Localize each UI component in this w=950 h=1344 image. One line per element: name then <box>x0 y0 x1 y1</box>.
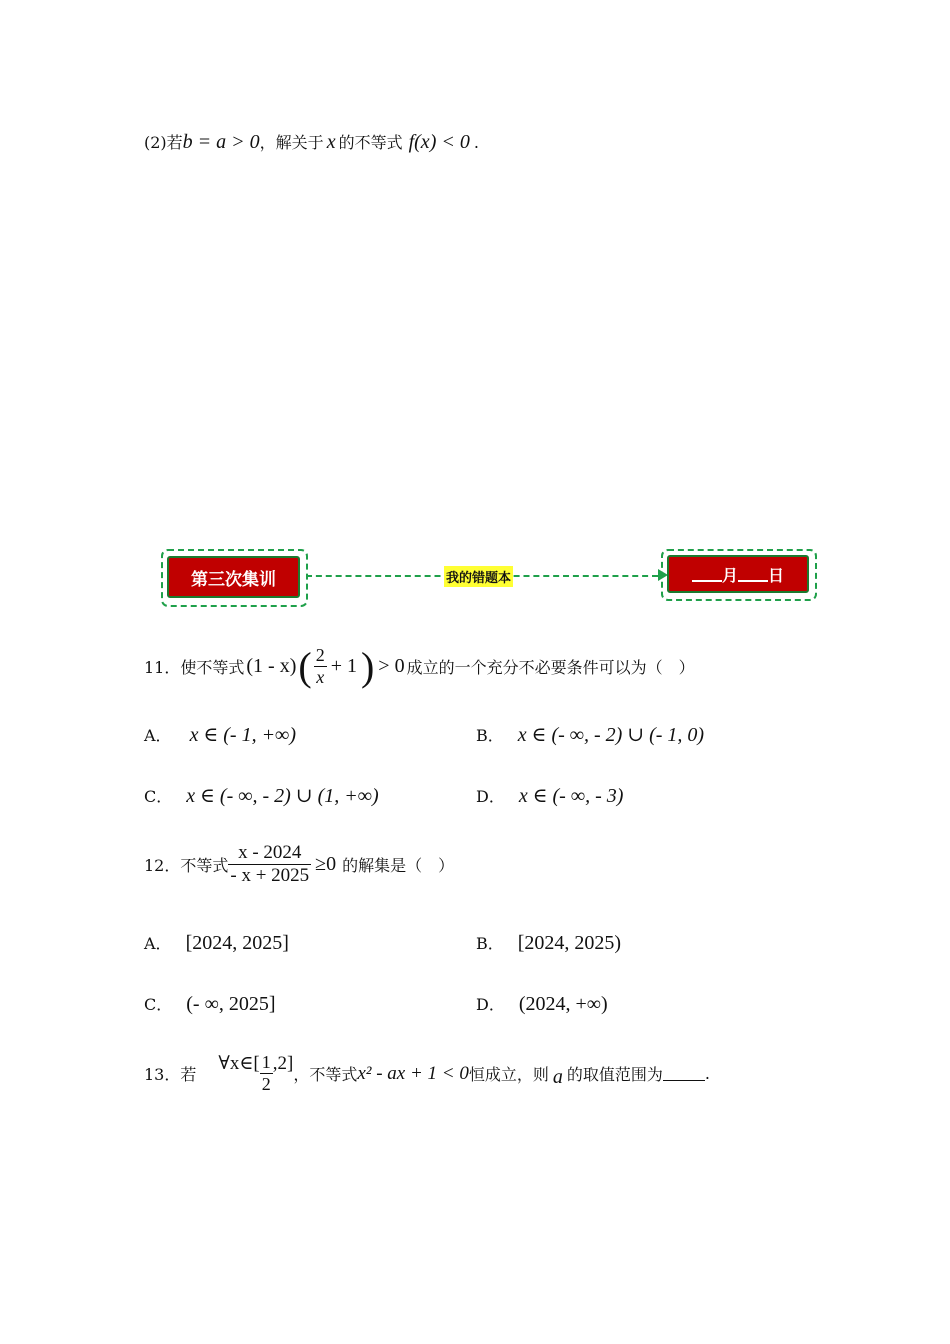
q13-end: . <box>704 1064 710 1083</box>
banner-middle-tag: 我的错题本 <box>444 566 513 587</box>
option-label: D． <box>476 995 505 1014</box>
banner-left-label: 第三次集训 <box>167 556 300 598</box>
option-expr: x ∈ (- ∞, - 2) ∪ (- 1, 0) <box>517 724 705 746</box>
option-label: B． <box>476 934 504 953</box>
q13-frac-den: 2 <box>261 1074 271 1094</box>
q13-frac-num: 1 <box>261 1052 271 1072</box>
q12-option-d[interactable] <box>476 992 608 1016</box>
q11-option-c[interactable] <box>144 783 379 808</box>
q11-option-a[interactable] <box>144 722 296 747</box>
q12-fraction <box>228 842 311 887</box>
q11-option-d[interactable] <box>476 783 623 808</box>
q13-fraction <box>260 1052 273 1095</box>
banner-date-field <box>667 555 809 593</box>
option-expr: x ∈ (- ∞, - 3) <box>518 785 624 807</box>
day-label: 日 <box>768 565 785 585</box>
q11-paren-open: ( <box>298 644 312 689</box>
q12-option-b[interactable] <box>476 931 621 955</box>
option-expr: (- ∞, 2025] <box>186 993 276 1015</box>
part2-inequality: f(x) < 0 <box>408 131 470 153</box>
q13-answer-blank[interactable] <box>663 1066 705 1081</box>
q13-forall: ∀x∈[ <box>218 1053 260 1074</box>
month-label: 月 <box>721 565 738 585</box>
q12-frac-num: x - 2024 <box>228 842 311 865</box>
day-blank <box>738 566 768 582</box>
part2-end: . <box>473 133 479 152</box>
q11-ineq-left: (1 - x) <box>246 655 297 677</box>
q11-paren-close: ) <box>360 644 375 689</box>
q11-frac-num: 2 <box>315 645 325 665</box>
part2-label: (2)若 <box>144 133 183 152</box>
option-label: A． <box>144 726 172 745</box>
q13-text2: 恒成立，则 <box>468 1065 549 1084</box>
month-blank <box>692 566 722 582</box>
q11-option-b[interactable] <box>476 722 704 747</box>
q11-frac-den: x <box>316 667 325 687</box>
q12-number: 12．不等式 <box>144 856 229 875</box>
q12-option-a[interactable] <box>144 931 289 955</box>
part2-line <box>144 130 479 170</box>
q13-text3: 的取值范围为 <box>566 1065 663 1084</box>
q11-ineq-tail: > 0 <box>378 655 405 677</box>
part2-text1: ，解关于 <box>259 133 324 152</box>
q13-var: a <box>552 1066 563 1088</box>
q13-bracket-end: ,2] <box>272 1052 294 1074</box>
option-label: B． <box>476 726 504 745</box>
q11-stem-text: 成立的一个充分不必要条件可以为（ ） <box>406 658 695 677</box>
option-label: C． <box>144 787 173 806</box>
q11-ineq-right: + 1 <box>330 655 357 677</box>
q12-frac-den: - x + 2025 <box>230 865 310 886</box>
q12-stem-text: 的解集是（ ） <box>342 856 455 875</box>
q13-text1: ，不等式 <box>293 1065 358 1084</box>
option-expr: x ∈ (- ∞, - 2) ∪ (1, +∞) <box>186 785 379 807</box>
part2-var: x <box>326 131 336 153</box>
option-expr: (2024, +∞) <box>518 993 608 1015</box>
q11-fraction <box>314 645 327 688</box>
q13-stem <box>144 1052 710 1095</box>
q13-number: 13．若 <box>144 1065 197 1084</box>
part2-condition: b = a > 0 <box>182 131 260 153</box>
option-label: A． <box>144 934 172 953</box>
q12-stem <box>144 842 454 887</box>
option-expr: x ∈ (- 1, +∞) <box>189 724 296 746</box>
q12-relation: ≥0 <box>315 853 337 875</box>
q11-number: 11．使不等式 <box>144 658 245 677</box>
option-label: D． <box>476 787 505 806</box>
option-expr: [2024, 2025) <box>517 932 622 954</box>
part2-text2: 的不等式 <box>338 133 403 152</box>
q12-option-c[interactable] <box>144 992 276 1016</box>
q13-inequality: x² - ax + 1 < 0 <box>357 1062 469 1084</box>
option-label: C． <box>144 995 173 1014</box>
option-expr: [2024, 2025] <box>185 932 289 954</box>
q11-stem <box>144 643 695 690</box>
